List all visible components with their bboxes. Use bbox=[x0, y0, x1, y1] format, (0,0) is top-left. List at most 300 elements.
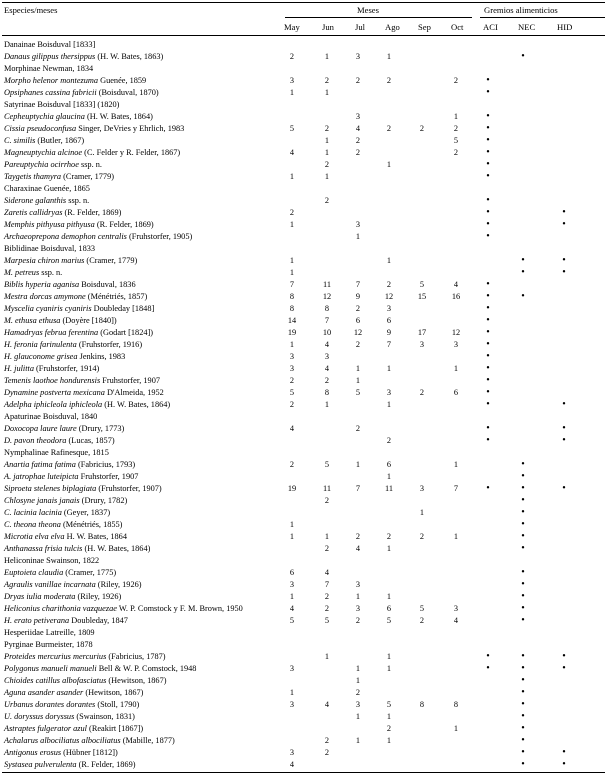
guild-marker-aci: • bbox=[486, 351, 490, 362]
guild-marker-hid: • bbox=[562, 267, 566, 278]
scientific-name: Cissia pseudoconfusa bbox=[4, 124, 77, 133]
table-row bbox=[0, 243, 608, 255]
table-row bbox=[0, 555, 608, 567]
species-name bbox=[4, 363, 99, 375]
author-citation: (Ménétriés, 1855) bbox=[60, 520, 123, 529]
author-citation: (Hübner [1812]) bbox=[61, 748, 118, 757]
species-name bbox=[4, 555, 99, 567]
guilds-underline bbox=[480, 17, 605, 18]
species-name bbox=[4, 435, 115, 447]
month-count-oct: 1 bbox=[453, 724, 459, 733]
species-name bbox=[4, 51, 163, 63]
month-count-may: 1 bbox=[289, 520, 295, 529]
scientific-name: Agraulis vanillae incarnata bbox=[4, 580, 96, 589]
guild-marker-aci: • bbox=[486, 315, 490, 326]
guild-marker-hid: • bbox=[562, 423, 566, 434]
table-row bbox=[0, 51, 608, 63]
author-citation: (H. W. Bates, 1864) bbox=[84, 112, 153, 121]
month-count-may: 2 bbox=[289, 400, 295, 409]
month-count-oct: 2 bbox=[453, 76, 459, 85]
scientific-name: Myscelia cyaniris cyaniris bbox=[4, 304, 92, 313]
table-row bbox=[0, 759, 608, 771]
author-citation: (Boisduval, 1870) bbox=[96, 88, 159, 97]
scientific-name: Chioides catillus albofasciatus bbox=[4, 676, 107, 685]
author-citation: (H. W. Bates, 1864) bbox=[102, 400, 171, 409]
species-name bbox=[4, 675, 167, 687]
scientific-name: Temenis laothoe hondurensis bbox=[4, 376, 101, 385]
species-name bbox=[4, 663, 196, 675]
month-count-jun: 2 bbox=[324, 76, 330, 85]
month-count-jul: 2 bbox=[355, 136, 361, 145]
author-citation: Singer, DeVries y Ehrlich, 1983 bbox=[76, 124, 185, 133]
scientific-name: C. theona theona bbox=[4, 520, 61, 529]
month-count-may: 1 bbox=[289, 592, 295, 601]
col-oct: Oct bbox=[451, 22, 464, 32]
guild-marker-nec: • bbox=[521, 735, 525, 746]
table-row bbox=[0, 135, 608, 147]
scientific-name: H. julitta bbox=[4, 364, 34, 373]
month-count-sep: 2 bbox=[419, 532, 425, 541]
species-name bbox=[4, 603, 243, 615]
author-citation: D'Almeida, 1952 bbox=[104, 388, 164, 397]
scientific-name: Proteides mercurius mercurius bbox=[4, 652, 107, 661]
month-count-sep: 1 bbox=[419, 508, 425, 517]
author-citation: (Drury, 1773) bbox=[76, 424, 125, 433]
family-heading: Apaturinae Boisduval, 1840 bbox=[4, 412, 98, 421]
species-name bbox=[4, 135, 84, 147]
author-citation: (Butler, 1867) bbox=[35, 136, 85, 145]
author-citation: ssp. n. bbox=[78, 160, 102, 169]
species-name bbox=[4, 123, 184, 135]
scientific-name: C. similis bbox=[4, 136, 36, 145]
species-name bbox=[4, 183, 90, 195]
species-name bbox=[4, 75, 146, 87]
month-count-jun: 2 bbox=[324, 496, 330, 505]
month-count-jun: 11 bbox=[323, 484, 331, 493]
month-count-jul: 1 bbox=[355, 364, 361, 373]
month-count-oct: 12 bbox=[451, 328, 461, 337]
guild-marker-nec: • bbox=[521, 291, 525, 302]
month-count-ago: 2 bbox=[386, 436, 392, 445]
family-heading: Hesperiidae Latreille, 1809 bbox=[4, 628, 95, 637]
table-row bbox=[0, 111, 608, 123]
table-row bbox=[0, 387, 608, 399]
species-name bbox=[4, 399, 170, 411]
guild-marker-nec: • bbox=[521, 51, 525, 62]
scientific-name: Urbanus dorantes dorantes bbox=[4, 700, 96, 709]
month-count-ago: 6 bbox=[386, 460, 392, 469]
species-name bbox=[4, 531, 127, 543]
author-citation: (Cramer, 1779) bbox=[61, 172, 114, 181]
month-count-jun: 2 bbox=[324, 736, 330, 745]
scientific-name: Antigonus erosus bbox=[4, 748, 62, 757]
month-count-jun: 2 bbox=[324, 196, 330, 205]
month-count-jun: 5 bbox=[324, 460, 330, 469]
species-name bbox=[4, 303, 154, 315]
scientific-name: Dynamine postverta mexicana bbox=[4, 388, 105, 397]
col-hid: HID bbox=[557, 22, 573, 32]
species-name bbox=[4, 747, 118, 759]
month-count-may: 7 bbox=[289, 280, 295, 289]
table-row bbox=[0, 459, 608, 471]
month-count-jun: 4 bbox=[324, 364, 330, 373]
scientific-name: Biblis hyperia aganisa bbox=[4, 280, 80, 289]
guild-marker-nec: • bbox=[521, 471, 525, 482]
species-name bbox=[4, 507, 110, 519]
table-row bbox=[0, 63, 608, 75]
table-row bbox=[0, 183, 608, 195]
month-count-may: 1 bbox=[289, 340, 295, 349]
month-count-sep: 15 bbox=[417, 292, 427, 301]
guild-marker-aci: • bbox=[486, 327, 490, 338]
month-count-sep: 5 bbox=[419, 604, 425, 613]
author-citation: Jenkins, 1983 bbox=[77, 352, 126, 361]
guild-marker-nec: • bbox=[521, 615, 525, 626]
species-name bbox=[4, 639, 93, 651]
month-count-may: 4 bbox=[289, 424, 295, 433]
month-count-jul: 2 bbox=[355, 688, 361, 697]
species-name bbox=[4, 171, 114, 183]
month-count-jun: 2 bbox=[324, 604, 330, 613]
family-heading: Nymphalinae Rafinesque, 1815 bbox=[4, 448, 109, 457]
guild-marker-hid: • bbox=[562, 207, 566, 218]
scientific-name: D. pavon theodora bbox=[4, 436, 67, 445]
month-count-may: 19 bbox=[287, 328, 297, 337]
month-count-may: 8 bbox=[289, 304, 295, 313]
guild-marker-aci: • bbox=[486, 171, 490, 182]
month-count-jul: 2 bbox=[355, 76, 361, 85]
species-name bbox=[4, 195, 89, 207]
month-count-jun: 2 bbox=[324, 376, 330, 385]
month-count-jul: 3 bbox=[355, 112, 361, 121]
species-name bbox=[4, 387, 164, 399]
month-count-sep: 8 bbox=[419, 700, 425, 709]
month-count-jul: 1 bbox=[355, 592, 361, 601]
month-count-ago: 1 bbox=[386, 664, 392, 673]
table-row bbox=[0, 423, 608, 435]
month-count-ago: 1 bbox=[386, 736, 392, 745]
guilds-header: Gremios alimenticios bbox=[484, 5, 558, 15]
table-row bbox=[0, 663, 608, 675]
table-row bbox=[0, 723, 608, 735]
table-row bbox=[0, 195, 608, 207]
guild-marker-nec: • bbox=[521, 567, 525, 578]
guild-marker-aci: • bbox=[486, 363, 490, 374]
month-count-may: 3 bbox=[289, 364, 295, 373]
table-row bbox=[0, 279, 608, 291]
table-row bbox=[0, 171, 608, 183]
table-row bbox=[0, 255, 608, 267]
family-heading: Morphinae Newman, 1834 bbox=[4, 64, 94, 73]
month-count-jul: 5 bbox=[355, 388, 361, 397]
month-count-sep: 2 bbox=[419, 124, 425, 133]
scientific-name: M. ethusa ethusa bbox=[4, 316, 61, 325]
month-count-jul: 4 bbox=[355, 544, 361, 553]
month-count-oct: 8 bbox=[453, 700, 459, 709]
month-count-may: 3 bbox=[289, 748, 295, 757]
guild-marker-aci: • bbox=[486, 663, 490, 674]
species-name bbox=[4, 615, 128, 627]
month-count-ago: 2 bbox=[386, 124, 392, 133]
table-row bbox=[0, 375, 608, 387]
month-count-ago: 2 bbox=[386, 724, 392, 733]
month-count-jul: 1 bbox=[355, 376, 361, 385]
scientific-name: Danaus gilippus thersippus bbox=[4, 52, 96, 61]
month-count-ago: 2 bbox=[386, 532, 392, 541]
guild-marker-aci: • bbox=[486, 387, 490, 398]
month-count-may: 1 bbox=[289, 172, 295, 181]
table-row bbox=[0, 231, 608, 243]
table-row bbox=[0, 483, 608, 495]
author-citation: (R. Felder, 1869) bbox=[76, 760, 136, 769]
species-name bbox=[4, 255, 137, 267]
table-row bbox=[0, 471, 608, 483]
month-count-ago: 1 bbox=[386, 592, 392, 601]
month-count-jun: 7 bbox=[324, 316, 330, 325]
month-count-jun: 3 bbox=[324, 352, 330, 361]
col-may: May bbox=[284, 22, 300, 32]
guild-marker-nec: • bbox=[521, 675, 525, 686]
table-row bbox=[0, 291, 608, 303]
table-row bbox=[0, 447, 608, 459]
month-count-oct: 4 bbox=[453, 280, 459, 289]
month-count-ago: 1 bbox=[386, 712, 392, 721]
scientific-name: U. doryssus doryssus bbox=[4, 712, 75, 721]
author-citation: (Cramer, 1779) bbox=[84, 256, 138, 265]
table-row bbox=[0, 435, 608, 447]
scientific-name: H. erato petiverana bbox=[4, 616, 70, 625]
species-name bbox=[4, 315, 117, 327]
month-count-sep: 2 bbox=[419, 616, 425, 625]
guild-marker-nec: • bbox=[521, 267, 525, 278]
guild-marker-hid: • bbox=[562, 747, 566, 758]
month-count-jul: 3 bbox=[355, 604, 361, 613]
guild-marker-nec: • bbox=[521, 483, 525, 494]
author-citation: (Fabricius, 1793) bbox=[75, 460, 136, 469]
species-name bbox=[4, 495, 127, 507]
scientific-name: Cepheuptychia glaucina bbox=[4, 112, 85, 121]
guild-marker-aci: • bbox=[486, 159, 490, 170]
author-citation: Boisduval, 1836 bbox=[79, 280, 136, 289]
col-nec: NEC bbox=[518, 22, 536, 32]
month-count-ago: 1 bbox=[386, 400, 392, 409]
table-row bbox=[0, 675, 608, 687]
month-count-may: 3 bbox=[289, 580, 295, 589]
scientific-name: Doxocopa laure laure bbox=[4, 424, 77, 433]
species-name bbox=[4, 687, 143, 699]
month-count-jul: 1 bbox=[355, 664, 361, 673]
guild-marker-hid: • bbox=[562, 255, 566, 266]
table-row bbox=[0, 147, 608, 159]
guild-marker-nec: • bbox=[521, 255, 525, 266]
scientific-name: H. glauconome grisea bbox=[4, 352, 78, 361]
table-row bbox=[0, 711, 608, 723]
species-name bbox=[4, 447, 109, 459]
month-count-oct: 1 bbox=[453, 112, 459, 121]
author-citation: (Geyer, 1837) bbox=[61, 508, 111, 517]
guild-marker-aci: • bbox=[486, 651, 490, 662]
author-citation: (R. Felder, 1869) bbox=[62, 208, 122, 217]
month-count-may: 1 bbox=[289, 220, 295, 229]
guild-marker-nec: • bbox=[521, 747, 525, 758]
month-count-oct: 3 bbox=[453, 604, 459, 613]
month-count-oct: 2 bbox=[453, 124, 459, 133]
scientific-name: Opsiphanes cassina fabricii bbox=[4, 88, 97, 97]
month-count-jul: 2 bbox=[355, 148, 361, 157]
table-row bbox=[0, 399, 608, 411]
table-row bbox=[0, 207, 608, 219]
family-heading: Satyrinae Boisduval [1833] (1820) bbox=[4, 100, 120, 109]
guild-marker-aci: • bbox=[486, 219, 490, 230]
month-count-jun: 7 bbox=[324, 580, 330, 589]
guild-marker-nec: • bbox=[521, 507, 525, 518]
month-count-jun: 1 bbox=[324, 148, 330, 157]
month-count-may: 5 bbox=[289, 388, 295, 397]
scientific-name: Siproeta stelenes biplagiata bbox=[4, 484, 97, 493]
col-jun: Jun bbox=[322, 22, 334, 32]
table-row bbox=[0, 747, 608, 759]
author-citation: ssp. n. bbox=[66, 196, 90, 205]
species-name bbox=[4, 243, 95, 255]
month-count-sep: 2 bbox=[419, 388, 425, 397]
scientific-name: Microtia elva elva bbox=[4, 532, 65, 541]
author-citation: Fruhstorfer, 1907 bbox=[78, 472, 139, 481]
guild-marker-aci: • bbox=[486, 279, 490, 290]
month-count-jul: 2 bbox=[355, 340, 361, 349]
author-citation: (C. Felder y R. Felder, 1867) bbox=[82, 148, 181, 157]
month-count-may: 4 bbox=[289, 760, 295, 769]
month-count-ago: 6 bbox=[386, 316, 392, 325]
month-count-ago: 1 bbox=[386, 160, 392, 169]
species-name bbox=[4, 735, 175, 747]
scientific-name: Systasea pulverulenta bbox=[4, 760, 77, 769]
month-count-may: 19 bbox=[287, 484, 297, 493]
table-row bbox=[0, 699, 608, 711]
guild-marker-nec: • bbox=[521, 711, 525, 722]
month-count-may: 3 bbox=[289, 352, 295, 361]
species-name bbox=[4, 327, 153, 339]
scientific-name: Aguna asander asander bbox=[4, 688, 84, 697]
scientific-name: Dryas iulia moderata bbox=[4, 592, 76, 601]
table-row bbox=[0, 567, 608, 579]
months-underline bbox=[285, 17, 472, 18]
month-count-jun: 8 bbox=[324, 304, 330, 313]
scientific-name: Memphis pithyusa pithyusa bbox=[4, 220, 95, 229]
scientific-name: Zaretis callidryas bbox=[4, 208, 63, 217]
scientific-name: Anartia fatima fatima bbox=[4, 460, 76, 469]
month-count-jul: 2 bbox=[355, 424, 361, 433]
guild-marker-hid: • bbox=[562, 483, 566, 494]
guild-marker-nec: • bbox=[521, 591, 525, 602]
month-count-jul: 2 bbox=[355, 304, 361, 313]
month-count-ago: 1 bbox=[386, 472, 392, 481]
table-row bbox=[0, 327, 608, 339]
month-count-ago: 1 bbox=[386, 256, 392, 265]
author-citation: (Hewitson, 1867) bbox=[106, 676, 167, 685]
guild-marker-nec: • bbox=[521, 723, 525, 734]
month-count-may: 1 bbox=[289, 256, 295, 265]
table-row bbox=[0, 687, 608, 699]
species-name bbox=[4, 759, 135, 771]
species-name bbox=[4, 351, 125, 363]
table-row bbox=[0, 519, 608, 531]
guild-marker-hid: • bbox=[562, 663, 566, 674]
month-count-may: 1 bbox=[289, 532, 295, 541]
scientific-name: Siderone galanthis bbox=[4, 196, 67, 205]
author-citation: (Swainson, 1831) bbox=[74, 712, 135, 721]
month-count-jul: 2 bbox=[355, 616, 361, 625]
table-row bbox=[0, 507, 608, 519]
table-row bbox=[0, 615, 608, 627]
species-name bbox=[4, 111, 153, 123]
species-name bbox=[4, 39, 95, 51]
month-count-ago: 2 bbox=[386, 280, 392, 289]
table-row bbox=[0, 603, 608, 615]
top-rule bbox=[2, 2, 605, 3]
month-count-oct: 7 bbox=[453, 484, 459, 493]
scientific-name: Astraptes fulgerator azul bbox=[4, 724, 87, 733]
family-heading: Danainae Boisduval [1833] bbox=[4, 40, 96, 49]
table-row bbox=[0, 627, 608, 639]
month-count-sep: 5 bbox=[419, 280, 425, 289]
guild-marker-aci: • bbox=[486, 231, 490, 242]
author-citation: Fruhstorfer, 1907 bbox=[100, 376, 160, 385]
month-count-jul: 12 bbox=[353, 328, 363, 337]
month-count-oct: 1 bbox=[453, 532, 459, 541]
month-count-jun: 1 bbox=[324, 652, 330, 661]
month-count-may: 2 bbox=[289, 208, 295, 217]
species-name bbox=[4, 159, 102, 171]
guild-marker-aci: • bbox=[486, 75, 490, 86]
author-citation: (Godart [1824]) bbox=[98, 328, 154, 337]
month-count-jun: 11 bbox=[323, 280, 331, 289]
month-count-sep: 3 bbox=[419, 340, 425, 349]
month-count-jun: 2 bbox=[324, 160, 330, 169]
table-row bbox=[0, 651, 608, 663]
month-count-may: 2 bbox=[289, 376, 295, 385]
month-count-jul: 1 bbox=[355, 460, 361, 469]
month-count-oct: 16 bbox=[451, 292, 461, 301]
scientific-name: Archaeoprepona demophon centralis bbox=[4, 232, 127, 241]
author-citation: (Fruhstorfer, 1916) bbox=[76, 340, 143, 349]
guild-marker-hid: • bbox=[562, 219, 566, 230]
month-count-may: 1 bbox=[289, 688, 295, 697]
author-citation: H. W. Bates, 1864 bbox=[64, 532, 127, 541]
table-row bbox=[0, 219, 608, 231]
scientific-name: H. feronia farinulenta bbox=[4, 340, 77, 349]
month-count-oct: 4 bbox=[453, 616, 459, 625]
table-row bbox=[0, 315, 608, 327]
col-ago: Ago bbox=[385, 22, 400, 32]
species-name bbox=[4, 699, 139, 711]
month-count-ago: 1 bbox=[386, 544, 392, 553]
month-count-may: 14 bbox=[287, 316, 297, 325]
month-count-jun: 2 bbox=[324, 592, 330, 601]
month-count-jun: 1 bbox=[324, 88, 330, 97]
month-count-may: 5 bbox=[289, 124, 295, 133]
guild-marker-nec: • bbox=[521, 579, 525, 590]
scientific-name: Morpho helenor montezuma bbox=[4, 76, 99, 85]
guild-marker-aci: • bbox=[486, 195, 490, 206]
months-header: Meses bbox=[357, 5, 379, 15]
scientific-name: Pareuptychia ocirrhoe bbox=[4, 160, 79, 169]
guild-marker-hid: • bbox=[562, 651, 566, 662]
month-count-jul: 7 bbox=[355, 484, 361, 493]
guild-marker-aci: • bbox=[486, 483, 490, 494]
author-citation: (Doyère [1840]) bbox=[60, 316, 117, 325]
month-count-ago: 1 bbox=[386, 364, 392, 373]
month-count-jul: 3 bbox=[355, 580, 361, 589]
